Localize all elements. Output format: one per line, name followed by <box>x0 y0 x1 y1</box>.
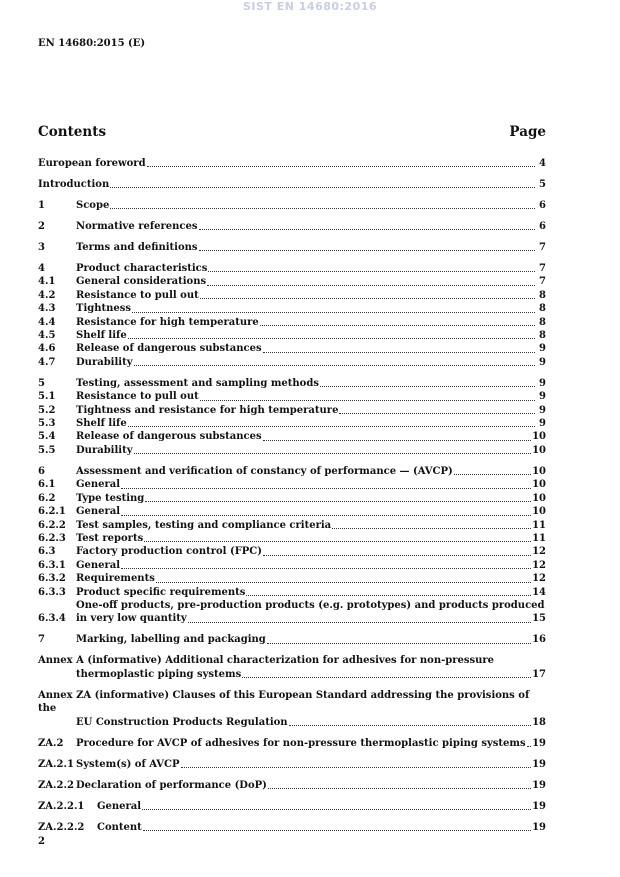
toc-number: 5.4 <box>38 431 56 443</box>
leader-dots <box>263 440 531 441</box>
toc-number: 3 <box>38 242 45 253</box>
toc-entry-3[interactable] <box>38 241 546 254</box>
toc-entry-za-2-2-2[interactable] <box>38 821 546 834</box>
toc-label: Normative references <box>76 221 198 232</box>
leader-dots <box>110 208 535 209</box>
toc-entry-4-4[interactable] <box>38 316 546 329</box>
leader-dots <box>156 582 531 583</box>
toc-label: Resistance to pull out <box>76 289 199 301</box>
toc-page: 19 <box>532 737 546 749</box>
toc-number: 7 <box>38 634 45 646</box>
leader-dots <box>188 622 531 623</box>
toc-entry-za-2-2-1[interactable] <box>38 800 546 813</box>
leader-dots <box>142 809 531 810</box>
toc-entry-6-1[interactable] <box>38 478 546 491</box>
toc-page: 10 <box>532 444 546 456</box>
toc-page: 8 <box>539 330 546 342</box>
toc-page: 9 <box>539 404 546 416</box>
toc-page: 5 <box>539 179 546 190</box>
toc-entry-4-1[interactable] <box>38 275 546 288</box>
toc-number: 5.5 <box>38 444 56 456</box>
leader-dots <box>320 386 535 387</box>
toc-number: 6.3.3 <box>38 586 66 598</box>
toc-entry-6-2-1[interactable] <box>38 505 546 518</box>
leader-dots <box>268 788 531 789</box>
toc-page: 10 <box>532 465 546 477</box>
leader-dots <box>145 501 531 502</box>
leader-dots <box>128 426 535 427</box>
toc-number: 1 <box>38 200 45 211</box>
toc-number: 4.5 <box>38 330 56 342</box>
toc-number: 6.2.3 <box>38 532 66 544</box>
toc-page: 4 <box>539 158 546 169</box>
leader-dots <box>332 528 531 529</box>
toc-label: Tightness <box>76 303 132 315</box>
toc-page: 12 <box>532 546 546 558</box>
leader-dots <box>110 187 535 188</box>
leader-dots <box>199 229 536 230</box>
toc-label: Release of dangerous substances <box>76 431 262 443</box>
toc-number: 5.3 <box>38 418 56 430</box>
contents-title: Contents <box>38 124 107 140</box>
toc-page: 16 <box>532 634 546 646</box>
toc-entry-5-1[interactable] <box>38 390 546 403</box>
toc-entry-4[interactable] <box>38 262 546 275</box>
document-id: EN 14680:2015 (E) <box>38 38 146 49</box>
toc-label: Shelf life <box>76 330 127 342</box>
toc-page: 19 <box>532 800 546 812</box>
toc-number: 6.3 <box>38 546 56 558</box>
toc-number: 6.1 <box>38 479 56 491</box>
leader-dots <box>147 166 535 167</box>
toc-entry-6-2-2[interactable] <box>38 519 546 532</box>
toc-page: 11 <box>532 532 546 544</box>
toc-page: 6 <box>539 221 546 232</box>
toc-label: System(s) of AVCP <box>76 758 180 770</box>
toc-number: ZA.2.1 <box>38 758 74 770</box>
toc-label-line1: Annex ZA (informative) Clauses of this European Standard addressing the provisions of the <box>38 689 530 715</box>
toc-label: Declaration of performance (DoP) <box>76 779 267 791</box>
toc-page: 14 <box>532 586 546 598</box>
toc-entry-za-2-2[interactable] <box>38 779 546 792</box>
toc-page: 9 <box>539 356 546 368</box>
toc-entry-4-5[interactable] <box>38 329 546 342</box>
toc-page: 19 <box>532 779 546 791</box>
toc-label: Procedure for AVCP of adhesives for non-pressure thermoplastic piping systems <box>76 737 526 749</box>
toc-label: Durability <box>76 444 133 456</box>
leader-dots <box>260 325 535 326</box>
leader-dots <box>199 250 535 251</box>
toc-entry-4-7[interactable] <box>38 356 546 369</box>
toc-label: Shelf life <box>76 418 127 430</box>
toc-page: 10 <box>532 479 546 491</box>
leader-dots <box>242 677 531 678</box>
toc-number: ZA.2.2 <box>38 779 74 791</box>
toc-entry-introduction[interactable] <box>38 178 546 191</box>
leader-dots <box>128 338 535 339</box>
toc-page: 8 <box>539 289 546 301</box>
toc-entry-5-5[interactable] <box>38 444 546 457</box>
toc-entry-6-3-1[interactable] <box>38 559 546 572</box>
toc-number: 4 <box>38 263 45 274</box>
toc-page: 17 <box>532 668 546 680</box>
toc-number: 4.7 <box>38 356 56 368</box>
leader-dots <box>267 643 531 644</box>
leader-dots <box>144 541 531 542</box>
leader-dots <box>208 271 535 272</box>
toc-entry-6-3-2[interactable] <box>38 572 546 585</box>
watermark: SIST EN 14680:2016 <box>242 0 378 13</box>
leader-dots <box>132 312 535 313</box>
toc-label: Introduction <box>38 179 110 190</box>
toc-page: 7 <box>539 242 546 253</box>
toc-number: 6.3.4 <box>38 613 66 625</box>
toc-page: 9 <box>539 377 546 389</box>
toc-page: 9 <box>539 391 546 403</box>
toc-label: Product specific requirements <box>76 586 246 598</box>
toc-label-line1: Annex A (informative) Additional characterization for adhesives for non-pressure <box>38 655 495 667</box>
toc-entry-4-3[interactable] <box>38 302 546 315</box>
toc-page: 7 <box>539 263 546 274</box>
toc-page: 6 <box>539 200 546 211</box>
toc-entry-6-2[interactable] <box>38 492 546 505</box>
leader-dots <box>200 400 535 401</box>
leader-dots <box>200 298 535 299</box>
leader-dots <box>246 595 531 596</box>
page-number: 2 <box>38 836 45 847</box>
leader-dots <box>121 488 531 489</box>
toc-entry-4-2[interactable] <box>38 289 546 302</box>
toc-entry-foreword[interactable] <box>38 157 546 170</box>
toc-entry-6-2-3[interactable] <box>38 532 546 545</box>
toc-number: 6 <box>38 465 45 477</box>
toc-number: 4.1 <box>38 276 56 288</box>
toc-entry-7[interactable] <box>38 633 546 646</box>
toc-number: 6.2.2 <box>38 519 66 531</box>
leader-dots <box>527 746 531 747</box>
leader-dots <box>454 474 531 475</box>
toc-number: ZA.2.2.2 <box>38 821 85 833</box>
toc-entry-6-3-4[interactable] <box>38 599 546 626</box>
toc-label: Scope <box>76 200 110 211</box>
toc-page: 10 <box>532 431 546 443</box>
leader-dots <box>263 352 535 353</box>
toc-label: Resistance for high temperature <box>76 316 259 328</box>
toc-label: Content <box>97 821 142 833</box>
leader-dots <box>181 767 532 768</box>
toc-number: 2 <box>38 221 45 232</box>
toc-page: 8 <box>539 303 546 315</box>
toc-label-line1: One-off products, pre-production products (e.g. prototypes) and products produced <box>76 599 545 611</box>
toc-entry-2[interactable] <box>38 220 546 233</box>
leader-dots <box>289 725 532 726</box>
leader-dots <box>134 453 532 454</box>
toc-entry-6[interactable] <box>38 465 546 478</box>
toc-entry-5[interactable] <box>38 377 546 390</box>
toc-label-line2: EU Construction Products Regulation <box>76 716 288 728</box>
toc-label: Testing, assessment and sampling methods <box>76 377 319 389</box>
toc-page: 12 <box>532 559 546 571</box>
toc-entry-1[interactable] <box>38 199 546 212</box>
toc-label-line2: thermoplastic piping systems <box>76 668 242 680</box>
toc-number: 6.3.1 <box>38 559 66 571</box>
toc-label: Requirements <box>76 573 155 585</box>
toc-number: 6.3.2 <box>38 573 66 585</box>
toc-page: 8 <box>539 316 546 328</box>
toc-page: 10 <box>532 506 546 518</box>
leader-dots <box>121 515 531 516</box>
toc-number: 5.2 <box>38 404 56 416</box>
leader-dots <box>263 555 531 556</box>
toc-label: Release of dangerous substances <box>76 343 262 355</box>
toc-page: 9 <box>539 343 546 355</box>
toc-label: Test samples, testing and compliance criteria <box>76 519 332 531</box>
toc-entry-annex-za[interactable] <box>38 689 546 729</box>
toc-label: Product characteristics <box>76 263 208 274</box>
toc-number: ZA.2.2.1 <box>38 800 85 812</box>
toc-page: 10 <box>532 492 546 504</box>
toc-page: 19 <box>532 821 546 833</box>
leader-dots <box>121 568 531 569</box>
toc-label: Terms and definitions <box>76 242 198 253</box>
toc-number: 6.2 <box>38 492 56 504</box>
toc-number: 6.2.1 <box>38 506 66 518</box>
toc-entry-6-3[interactable] <box>38 545 546 558</box>
toc-label: Resistance to pull out <box>76 391 199 403</box>
page-heading: Page <box>509 124 546 140</box>
leader-dots <box>143 830 531 831</box>
toc-label: Marking, labelling and packaging <box>76 634 266 646</box>
toc-entry-annex-a[interactable] <box>38 654 546 681</box>
toc-entry-6-3-3[interactable] <box>38 586 546 599</box>
toc-page: 18 <box>532 716 546 728</box>
toc-label: General <box>76 479 121 491</box>
toc-page: 11 <box>532 519 546 531</box>
toc-label: Test reports <box>76 532 144 544</box>
toc-number: 4.2 <box>38 289 56 301</box>
toc-entry-za-2[interactable] <box>38 737 546 750</box>
toc-label: General considerations <box>76 276 207 288</box>
toc-number: 4.6 <box>38 343 56 355</box>
toc-number: 5.1 <box>38 391 56 403</box>
toc-page: 19 <box>532 758 546 770</box>
toc-label: Assessment and verification of constancy of performance — (AVCP) <box>76 465 453 477</box>
toc-number: 4.3 <box>38 303 56 315</box>
toc-label: Durability <box>76 356 133 368</box>
leader-dots <box>134 365 535 366</box>
toc-label: General <box>76 506 121 518</box>
toc-entry-za-2-1[interactable] <box>38 758 546 771</box>
toc-page: 15 <box>532 613 546 625</box>
toc-label: General <box>97 800 142 812</box>
contents-header <box>38 124 546 140</box>
toc-label: Type testing <box>76 492 145 504</box>
table-of-contents <box>38 157 546 834</box>
toc-label: Tightness and resistance for high temperature <box>76 404 339 416</box>
toc-entry-5-3[interactable] <box>38 417 546 430</box>
toc-number: 4.4 <box>38 316 56 328</box>
toc-label: European foreword <box>38 158 146 169</box>
toc-number: 5 <box>38 377 45 389</box>
toc-entry-5-2[interactable] <box>38 404 546 417</box>
toc-entry-4-6[interactable] <box>38 342 546 355</box>
toc-number: ZA.2 <box>38 737 64 749</box>
toc-label: General <box>76 559 121 571</box>
leader-dots <box>339 413 535 414</box>
toc-page: 7 <box>539 276 546 288</box>
toc-entry-5-4[interactable] <box>38 430 546 443</box>
toc-label-line2: in very low quantity <box>76 613 187 625</box>
toc-label: Factory production control (FPC) <box>76 546 263 558</box>
leader-dots <box>207 285 535 286</box>
toc-page: 9 <box>539 418 546 430</box>
toc-page: 12 <box>532 573 546 585</box>
